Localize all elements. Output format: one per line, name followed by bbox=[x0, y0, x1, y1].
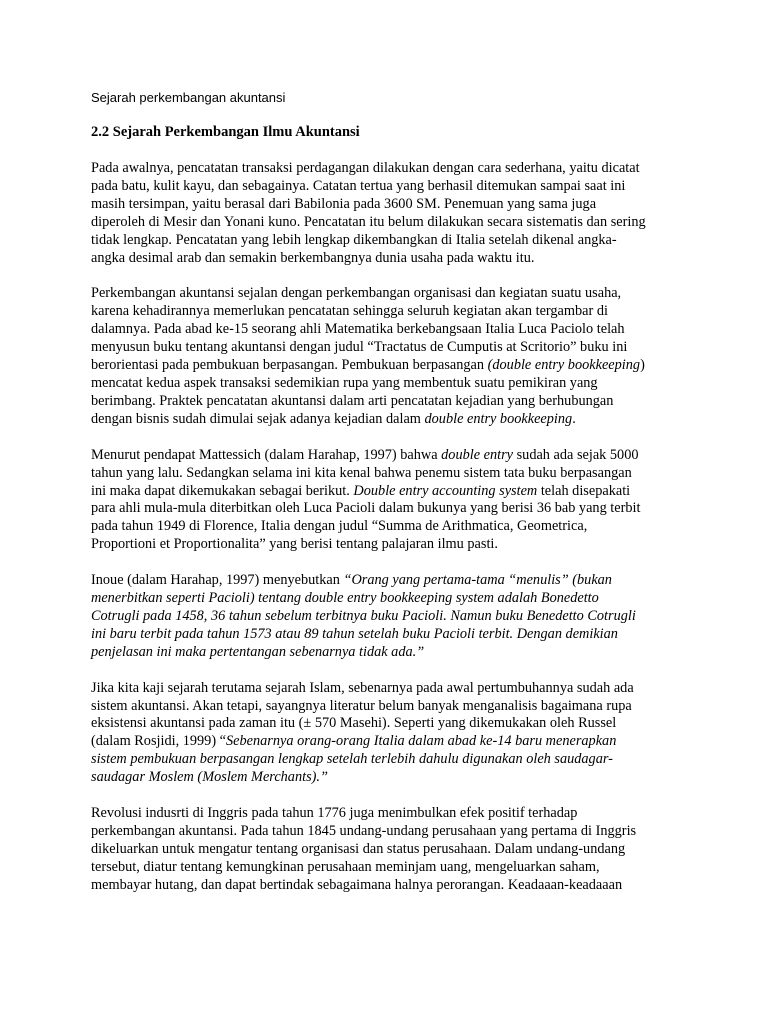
paragraph-line: diperoleh di Mesir dan Yonani kuno. Pencatatan itu belum dilakukan secara sistematis dan sering bbox=[91, 213, 646, 230]
paragraph-line bbox=[91, 357, 681, 375]
paragraph-line: perkembangan akuntansi. Pada tahun 1845 undang-undang perusahaan yang pertama di Inggris bbox=[91, 823, 637, 839]
text-run: (dalam Rosjidi, 1999) “ bbox=[91, 733, 227, 750]
italic-term: (double entry bookkeeping bbox=[487, 357, 641, 374]
paragraph-line: Perkembangan akuntansi sejalan dengan perkembangan organisasi dan kegiatan suatu usaha, bbox=[91, 285, 622, 302]
paragraph-line: mencatat kedua aspek transaksi sedemikian rupa yang membentuk suatu pemikiran yang bbox=[91, 374, 598, 391]
paragraph-line: pada tahun 1949 di Florence, Italia dengan judul “Summa de Arithmatica, Geometrica, bbox=[91, 518, 588, 535]
paragraph-line: sistem pembukuan berpasangan lengkap setelah terlebih dahulu digunakan oleh saudagar- bbox=[91, 751, 613, 768]
paragraph-line bbox=[91, 733, 681, 751]
text-run: . bbox=[572, 410, 576, 427]
paragraph-line: tersebut, diatur tentang kemungkinan perusahaan meminjam uang, mengeluarkan saham, bbox=[91, 858, 600, 875]
paragraph-line: berimbang. Praktek pencatatan akuntansi dalam arti pencatatan kejadian yang berhubungan bbox=[91, 392, 614, 409]
paragraph-line: para ahli mula-mula diterbitkan oleh Luca Pacioli dalam bukunya yang berisi 36 bab yang terbit bbox=[91, 500, 641, 517]
paragraph-line: Jika kita kaji sejarah terutama sejarah Islam, sebenarnya pada awal pertumbuhannya sudah ada bbox=[91, 679, 634, 696]
document-header: Sejarah perkembangan akuntansi bbox=[91, 90, 286, 105]
paragraph-line bbox=[91, 447, 681, 465]
paragraph-line: menerbitkan seperti Pacioli) tentang double entry bookkeeping system adalah Bonedetto bbox=[91, 590, 599, 607]
paragraph-line: sistem akuntansi. Akan tetapi, sayangnya literatur belum banyak menganalisis bagaimana rupa bbox=[91, 697, 632, 714]
text-run: Inoue (dalam Harahap, 1997) menyebutkan bbox=[91, 572, 344, 589]
paragraph-line bbox=[91, 411, 681, 429]
text-run: telah disepakati bbox=[537, 482, 631, 499]
paragraph-line: menyusun buku tentang akuntansi dengan judul “Tractatus de Cumputis at Scritorio” buku ini bbox=[91, 339, 628, 356]
italic-quote: “Orang yang pertama-tama “menulis” (bukan bbox=[343, 572, 612, 589]
section-heading: 2.2 Sejarah Perkembangan Ilmu Akuntansi bbox=[91, 124, 360, 140]
paragraph-6 bbox=[91, 805, 681, 895]
paragraph-line: Revolusi indusrti di Inggris pada tahun 1776 juga menimbulkan efek positif terhadap bbox=[91, 805, 578, 822]
paragraph-line: Cotrugli pada 1458, 36 tahun sebelum terbitnya buku Pacioli. Namun buku Benedetto Cotrugli bbox=[91, 607, 636, 624]
text-run: ini maka dapat dikemukakan sebagai berikut. bbox=[91, 482, 354, 499]
text-run: dengan bisnis sudah dimulai sejak adanya kejadian dalam bbox=[91, 410, 425, 427]
text-run: sudah ada sejak 5000 bbox=[513, 446, 639, 463]
paragraph-line: dalamnya. Pada abad ke-15 seorang ahli Matematika berkebangsaan Italia Luca Paciolo telah bbox=[91, 321, 625, 338]
paragraph-line: membayar hutang, dan dapat bertindak sebagaimana halnya perorangan. Keadaaan-keadaaan bbox=[91, 876, 623, 893]
paragraph-line: tidak lengkap. Pencatatan yang lebih lengkap dikembangkan di Italia setelah dikenal angka- bbox=[91, 231, 617, 248]
paragraph-1 bbox=[91, 160, 681, 267]
paragraph-3 bbox=[91, 447, 681, 554]
paragraph-line: Pada awalnya, pencatatan transaksi perdagangan dilakukan dengan cara sederhana, yaitu dicatat bbox=[91, 160, 640, 176]
paragraph-line: masih tersimpan, yaitu berasal dari Babilonia pada 3600 SM. Penemuan yang sama juga bbox=[91, 195, 597, 212]
paragraph-line: karena kehadirannya memerlukan pencatatan sehingga seluruh kegiatan akan tergambar di bbox=[91, 303, 608, 320]
paragraph-4 bbox=[91, 572, 681, 662]
paragraph-line: saudagar Moslem (Moslem Merchants).” bbox=[91, 769, 328, 786]
italic-term: Double entry accounting system bbox=[353, 482, 538, 499]
paragraph-line: pada batu, kulit kayu, dan sebagainya. Catatan tertua yang berhasil ditemukan sampai saat ini bbox=[91, 177, 626, 194]
paragraph-line: tahun yang lalu. Sedangkan selama ini kita kenal bahwa penemu sistem tata buku berpasangan bbox=[91, 464, 632, 481]
paragraph-line: eksistensi akuntansi pada zaman itu (± 570 Masehi). Seperti yang dikemukakan oleh Russel bbox=[91, 715, 617, 732]
italic-term: double entry bookkeeping bbox=[424, 410, 573, 427]
paragraph-5 bbox=[91, 680, 681, 787]
text-run: Menurut pendapat Mattessich (dalam Harahap, 1997) bahwa bbox=[91, 446, 442, 463]
paragraph-line: penjelasan ini maka pertentangan sebenarnya tidak ada.” bbox=[91, 643, 425, 660]
paragraph-line: angka desimal arab dan semakin berkembangnya dunia usaha pada waktu itu. bbox=[91, 249, 535, 266]
text-run: ) bbox=[640, 357, 645, 374]
paragraph-line: ini baru terbit pada tahun 1573 atau 89 tahun setelah buku Pacioli terbit. Dengan demikian bbox=[91, 625, 618, 642]
paragraph-2 bbox=[91, 285, 681, 428]
paragraph-line bbox=[91, 483, 681, 501]
paragraph-line: dikeluarkan untuk mengatur tentang organisasi dan status perusahaan. Dalam undang-undang bbox=[91, 840, 626, 857]
italic-quote: Sebenarnya orang-orang Italia dalam abad ke-14 baru menerapkan bbox=[226, 733, 617, 750]
paragraph-line bbox=[91, 572, 681, 590]
text-run: berorientasi pada pembukuan berpasangan. Pembukuan berpasangan bbox=[91, 357, 488, 374]
paragraph-line: Proportioni et Proportionalita” yang berisi tentang palajaran ilmu pasti. bbox=[91, 536, 498, 553]
document-page bbox=[91, 90, 681, 913]
italic-term: double entry bbox=[441, 446, 514, 463]
